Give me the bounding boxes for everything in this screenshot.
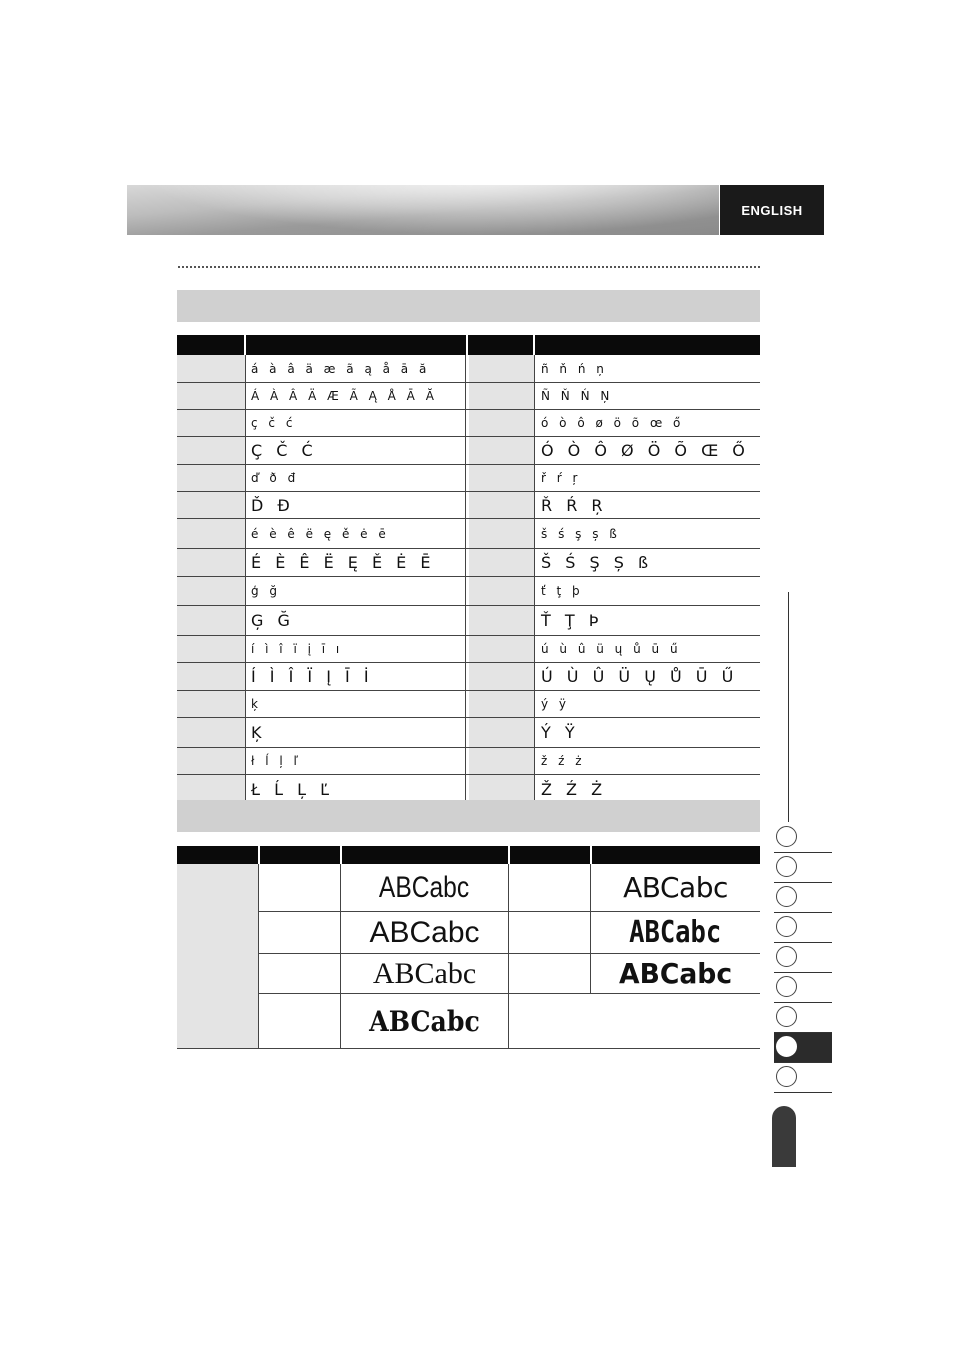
- table-header: [177, 335, 760, 355]
- key-cell: [177, 748, 245, 774]
- table-row: [177, 437, 760, 465]
- key-cell: [469, 663, 534, 690]
- characters-left: Á À Â Ä Æ Ã Ą Å Ā Ă: [245, 383, 466, 409]
- key-cell: [469, 519, 534, 548]
- chapter-circle-icon: [776, 886, 797, 907]
- chapter-tab[interactable]: [774, 973, 832, 1003]
- key-cell: [469, 691, 534, 717]
- key-cell: [177, 437, 245, 464]
- key-cell: [469, 549, 534, 576]
- language-tab: ENGLISH: [720, 185, 824, 235]
- key-cell: [469, 748, 534, 774]
- table-row: [177, 663, 760, 691]
- characters-right: ž ź ż: [534, 748, 760, 774]
- side-divider: [788, 592, 789, 822]
- font-label-cell: [177, 864, 259, 1048]
- font-sample-bold-serif: ABCabc: [369, 1004, 480, 1038]
- chapter-tab[interactable]: [774, 913, 832, 943]
- characters-left: ģ ğ: [245, 577, 466, 605]
- table-row: [177, 691, 760, 718]
- font-sample-serif: ABCabc: [372, 956, 477, 990]
- key-cell: [177, 492, 245, 518]
- characters-left: í ì î ï į ī ı: [245, 636, 466, 662]
- chapter-tab[interactable]: [774, 1063, 832, 1093]
- characters-right: Ú Ù Û Ü Ų Ů Ū Ű: [534, 663, 760, 690]
- characters-right: Ñ Ň Ń Ņ: [534, 383, 760, 409]
- table-header: [177, 846, 760, 864]
- characters-left: Ķ: [245, 718, 466, 747]
- characters-left: é è ê ë ę ě ė ē: [245, 519, 466, 548]
- characters-right: Ó Ò Ô Ø Ö Õ Œ Ő: [534, 437, 760, 464]
- characters-left: á à â ä æ ã ą å ā ă: [245, 355, 466, 382]
- font-sample-grid: [177, 864, 760, 1049]
- dotted-divider: [178, 266, 760, 268]
- table-row: [177, 465, 760, 492]
- chapter-tab[interactable]: [774, 1003, 832, 1033]
- key-cell: [177, 549, 245, 576]
- characters-right: ý ÿ: [534, 691, 760, 717]
- key-cell: [469, 636, 534, 662]
- section-header-accented-characters: [177, 290, 760, 322]
- characters-left: Ď Đ: [245, 492, 466, 518]
- key-cell: [469, 383, 534, 409]
- key-cell: [469, 492, 534, 518]
- key-cell: [469, 718, 534, 747]
- chapter-circle-icon: [776, 826, 797, 847]
- key-cell: [177, 465, 245, 491]
- table-row: [177, 383, 760, 410]
- page-number-tab: [772, 1106, 796, 1167]
- font-sample-helsinki-narrow: ABCabc: [379, 870, 470, 904]
- key-cell: [177, 718, 245, 747]
- key-cell: [177, 691, 245, 717]
- key-cell: [177, 355, 245, 382]
- table-row: [177, 636, 760, 663]
- key-cell: [177, 663, 245, 690]
- characters-right: ñ ň ń ņ: [534, 355, 760, 382]
- characters-left: ç č ć: [245, 410, 466, 436]
- characters-right: Ý Ÿ: [534, 718, 760, 747]
- characters-left: Ç Č Ć: [245, 437, 466, 464]
- font-sample-sans: ABCabc: [369, 915, 480, 949]
- table-row: [177, 606, 760, 636]
- table-row: [177, 718, 760, 748]
- table-row: [177, 519, 760, 549]
- characters-left: É È Ê Ë Ę Ě Ė Ē: [245, 549, 466, 576]
- accented-character-table: [177, 335, 760, 805]
- font-table: [177, 846, 760, 1049]
- characters-left: ķ: [245, 691, 466, 717]
- key-cell: [177, 636, 245, 662]
- characters-left: ď ð đ: [245, 465, 466, 491]
- key-cell: [177, 606, 245, 635]
- chapter-tab[interactable]: [774, 823, 832, 853]
- key-cell: [177, 577, 245, 605]
- table-row: [177, 549, 760, 577]
- chapter-circle-icon: [776, 916, 797, 937]
- chapter-circle-icon: [776, 856, 797, 877]
- characters-right: š ś ş ș ß: [534, 519, 760, 548]
- characters-left: Í Ì Î Ï Į Ī İ: [245, 663, 466, 690]
- key-cell: [177, 519, 245, 548]
- key-cell: [469, 465, 534, 491]
- characters-right: Ť Ţ Þ: [534, 606, 760, 635]
- characters-right: ř ŕ ŗ: [534, 465, 760, 491]
- font-sample-bold-condensed: ABCabc: [629, 915, 722, 950]
- chapter-circle-icon: [776, 946, 797, 967]
- key-cell: [469, 606, 534, 635]
- font-sample-heavy: ABCabc: [618, 957, 733, 990]
- chapter-tab[interactable]: [774, 943, 832, 973]
- characters-left: ł ĺ ļ ľ: [245, 748, 466, 774]
- font-sample-light: ABCabc: [623, 871, 728, 904]
- key-cell: [469, 577, 534, 605]
- chapter-tab[interactable]: [774, 853, 832, 883]
- key-cell: [177, 410, 245, 436]
- characters-left: Ł Ĺ Ļ Ľ: [245, 775, 466, 804]
- characters-right: Ř Ŕ Ŗ: [534, 492, 760, 518]
- characters-right: Š Ś Ş Ș ß: [534, 549, 760, 576]
- header-banner: [127, 185, 719, 235]
- chapter-circle-icon: [776, 1006, 797, 1027]
- table-row: [177, 355, 760, 383]
- key-cell: [469, 437, 534, 464]
- chapter-tab[interactable]: [774, 883, 832, 913]
- characters-right: Ž Ź Ż: [534, 775, 760, 804]
- characters-right: ó ò ô ø ö õ œ ő: [534, 410, 760, 436]
- key-cell: [469, 410, 534, 436]
- key-cell: [469, 355, 534, 382]
- chapter-circle-icon: [776, 1066, 797, 1087]
- section-header-fonts: [177, 800, 760, 832]
- table-row: [177, 492, 760, 519]
- characters-left: Ģ Ğ: [245, 606, 466, 635]
- key-cell: [177, 383, 245, 409]
- table-row: [177, 410, 760, 437]
- characters-right: ť ţ þ: [534, 577, 760, 605]
- chapter-tab[interactable]: [774, 1033, 832, 1063]
- chapter-circle-icon: [776, 976, 797, 997]
- table-row: [177, 748, 760, 775]
- characters-right: ú ù û ü ų ů ū ű: [534, 636, 760, 662]
- chapter-circle-icon: [776, 1036, 797, 1057]
- table-row: [177, 577, 760, 606]
